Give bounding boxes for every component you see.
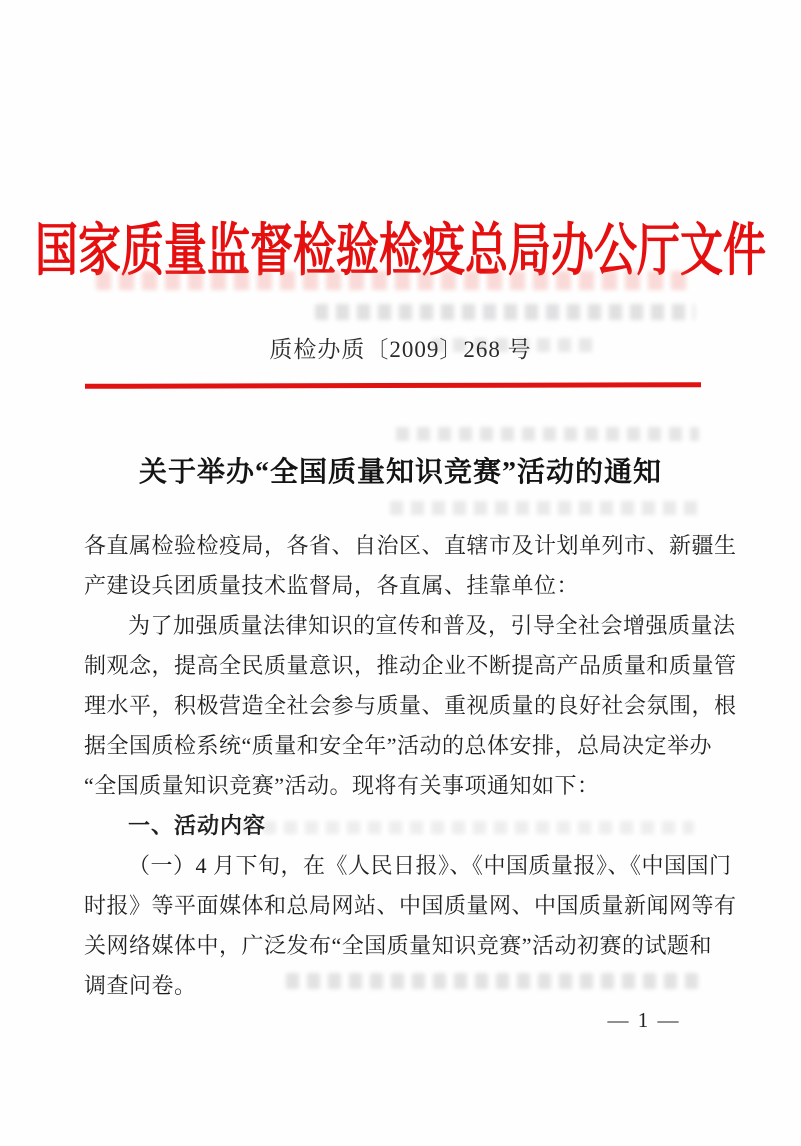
section-heading: 一、活动内容 xyxy=(128,813,267,838)
body-line: 为了加强质量法律知识的宣传和普及，引导全社会增强质量法 xyxy=(128,613,736,638)
subject-title: 关于举办“全国质量知识竞赛”活动的通知 xyxy=(138,457,662,488)
letterhead-title: 国家质量监督检验检疫总局办公厅文件 xyxy=(35,220,766,283)
body-line: 关网络媒体中，广泛发布“全国质量知识竞赛”活动初赛的试题和 xyxy=(84,933,713,958)
body-line: 产建设兵团质量技术监督局，各直属、挂靠单位： xyxy=(84,573,580,598)
body-line: “全国质量知识竞赛”活动。现将有关事项通知如下： xyxy=(84,773,600,798)
bleed-through-artifact xyxy=(390,501,698,515)
body-line: 时报》等平面媒体和总局网站、中国质量网、中国质量新闻网等有 xyxy=(84,893,737,918)
doc-number: 质检办质〔2009〕268 号 xyxy=(269,337,532,362)
body-line: 各直属检验检疫局，各省、自治区、直辖市及计划单列市、新疆生 xyxy=(84,533,737,558)
letterhead-divider-line xyxy=(85,382,701,389)
body-line: 理水平，积极营造全社会参与质量、重视质量的良好社会氛围，根 xyxy=(84,693,737,718)
body-line: 制观念，提高全民质量意识，推动企业不断提高产品质量和质量管 xyxy=(84,653,737,678)
document-body xyxy=(84,526,737,1006)
bleed-through-artifact xyxy=(315,304,695,320)
body-line: （一）4 月下旬，在《人民日报》、《中国质量报》、《中国国门 xyxy=(128,853,732,878)
bleed-through-artifact xyxy=(396,427,699,441)
body-line: 调查问卷。 xyxy=(84,973,197,998)
page-number: — 1 — xyxy=(607,1008,681,1032)
body-line: 据全国质检系统“质量和安全年”活动的总体安排，总局决定举办 xyxy=(84,733,713,758)
